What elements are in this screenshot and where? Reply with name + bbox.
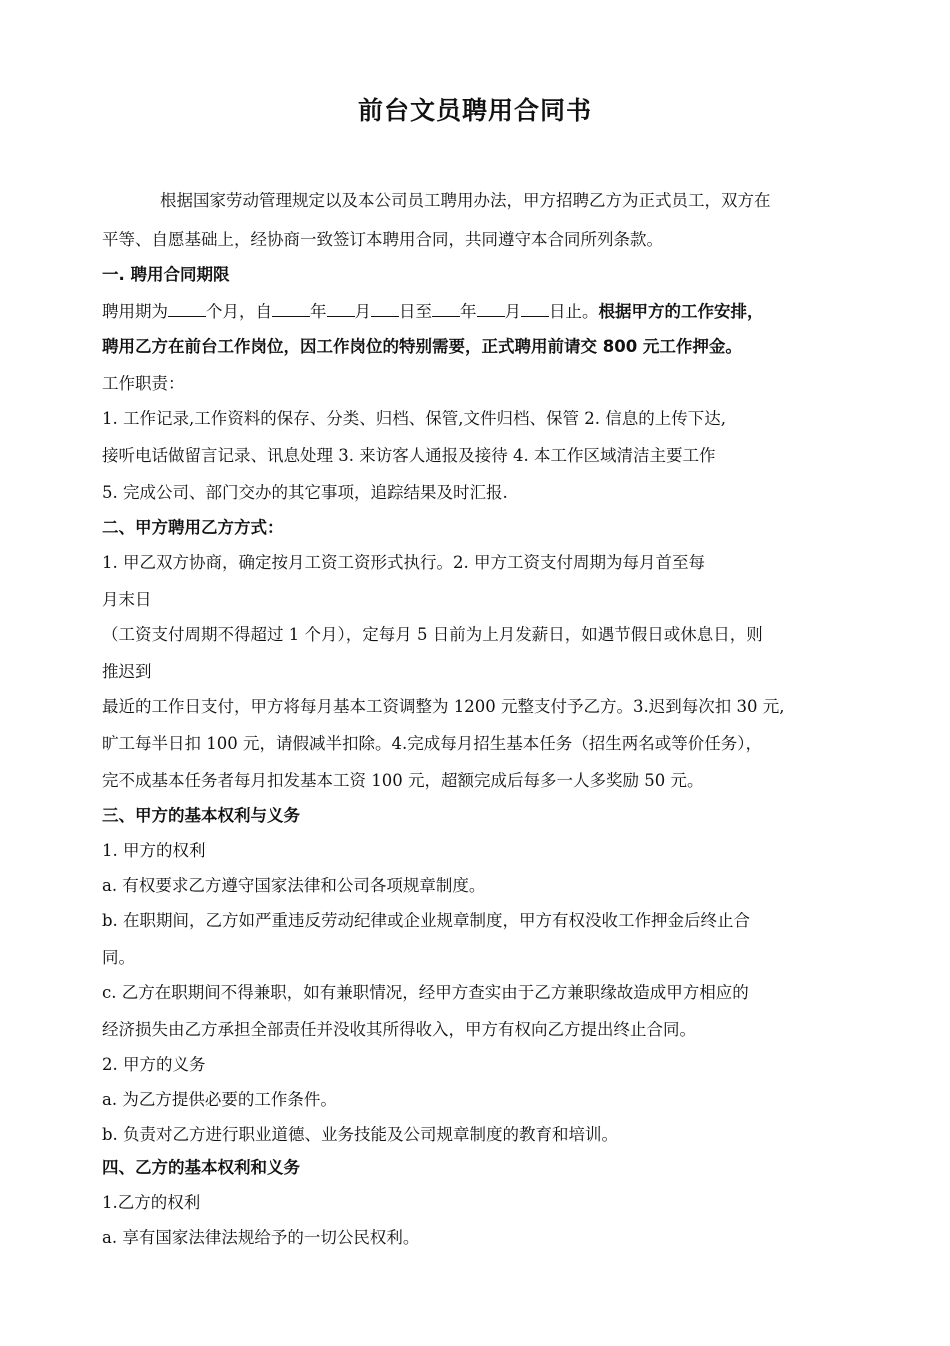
duties-label: 工作职责： bbox=[102, 374, 185, 393]
blank-end-day bbox=[521, 298, 549, 317]
blank-start-day bbox=[371, 298, 399, 317]
blank-start-month bbox=[327, 298, 355, 317]
s4-line-1: 1.乙方的权利 bbox=[102, 1193, 201, 1212]
s3-line-4: 同。 bbox=[102, 948, 135, 967]
term-text-b: 个月，自 bbox=[206, 302, 272, 321]
intro-line-1: 根据国家劳动管理规定以及本公司员工聘用办法，甲方招聘乙方为正式员工，双方在 bbox=[160, 191, 771, 210]
blank-end-year bbox=[432, 298, 460, 317]
term-text-f: 年 bbox=[460, 302, 477, 321]
duties-line-1: 1. 工作记录,工作资料的保存、分类、归档、保管,文件归档、保管 2. 信息的上传下达, bbox=[102, 409, 726, 428]
deposit-clause: 聘用乙方在前台工作岗位，因工作岗位的特别需要，正式聘用前请交 800 元工作押金。 bbox=[102, 337, 742, 356]
blank-start-year bbox=[272, 298, 310, 317]
s2-line-6: 旷工每半日扣 100 元，请假减半扣除。4.完成每月招生基本任务（招生两名或等价任务）， bbox=[102, 734, 762, 753]
s3-line-6: 经济损失由乙方承担全部责任并没收其所得收入，甲方有权向乙方提出终止合同。 bbox=[102, 1020, 696, 1039]
s3-line-5: c. 乙方在职期间不得兼职，如有兼职情况，经甲方查实由于乙方兼职缘故造成甲方相应的 bbox=[102, 983, 749, 1002]
term-text-c: 年 bbox=[310, 302, 327, 321]
s3-line-3: b. 在职期间，乙方如严重违反劳动纪律或企业规章制度，甲方有权没收工作押金后终止合 bbox=[102, 911, 751, 930]
s2-line-4: 推迟到 bbox=[102, 662, 152, 681]
s3-line-2: a. 有权要求乙方遵守国家法律和公司各项规章制度。 bbox=[102, 876, 486, 895]
section-4-heading: 四、乙方的基本权利和义务 bbox=[102, 1158, 300, 1177]
term-text-e: 日至 bbox=[399, 302, 432, 321]
section-1-heading: 一. 聘用合同期限 bbox=[102, 265, 230, 284]
section-2-heading: 二、甲方聘用乙方方式： bbox=[102, 518, 284, 537]
term-bold-text: 根据甲方的工作安排， bbox=[598, 302, 764, 321]
s2-line-2: 月末日 bbox=[102, 590, 152, 609]
term-text-d: 月 bbox=[354, 302, 371, 321]
blank-months bbox=[168, 298, 206, 317]
term-text-g: 月 bbox=[504, 302, 521, 321]
intro-line-2: 平等、自愿基础上，经协商一致签订本聘用合同，共同遵守本合同所列条款。 bbox=[102, 230, 663, 249]
term-text-h: 日止。 bbox=[549, 302, 599, 321]
s4-line-2: a. 享有国家法律法规给予的一切公民权利。 bbox=[102, 1228, 420, 1247]
s2-line-3: （工资支付周期不得超过 1 个月），定每月 5 日前为上月发薪日，如遇节假日或休息日，则 bbox=[102, 625, 763, 644]
section-3-heading: 三、甲方的基本权利与义务 bbox=[102, 806, 300, 825]
term-text-a: 聘用期为 bbox=[102, 302, 168, 321]
s2-line-5: 最近的工作日支付，甲方将每月基本工资调整为 1200 元整支付予乙方。3.迟到每次扣 30 元, bbox=[102, 697, 785, 716]
s2-line-7: 完不成基本任务者每月扣发基本工资 100 元，超额完成后每多一人多奖励 50 元。 bbox=[102, 771, 704, 790]
document-title: 前台文员聘用合同书 bbox=[357, 96, 592, 125]
s3-line-1: 1. 甲方的权利 bbox=[102, 841, 206, 860]
s3-line-9: b. 负责对乙方进行职业道德、业务技能及公司规章制度的教育和培训。 bbox=[102, 1125, 619, 1144]
contract-term-line bbox=[102, 298, 872, 324]
s3-line-8: a. 为乙方提供必要的工作条件。 bbox=[102, 1090, 337, 1109]
duties-line-3: 5. 完成公司、部门交办的其它事项，追踪结果及时汇报. bbox=[102, 483, 508, 502]
s2-line-1: 1. 甲乙双方协商，确定按月工资工资形式执行。2. 甲方工资支付周期为每月首至每 bbox=[102, 553, 705, 572]
blank-end-month bbox=[477, 298, 505, 317]
s3-line-7: 2. 甲方的义务 bbox=[102, 1055, 206, 1074]
duties-line-2: 接听电话做留言记录、讯息处理 3. 来访客人通报及接待 4. 本工作区域清洁主要工作 bbox=[102, 446, 716, 465]
